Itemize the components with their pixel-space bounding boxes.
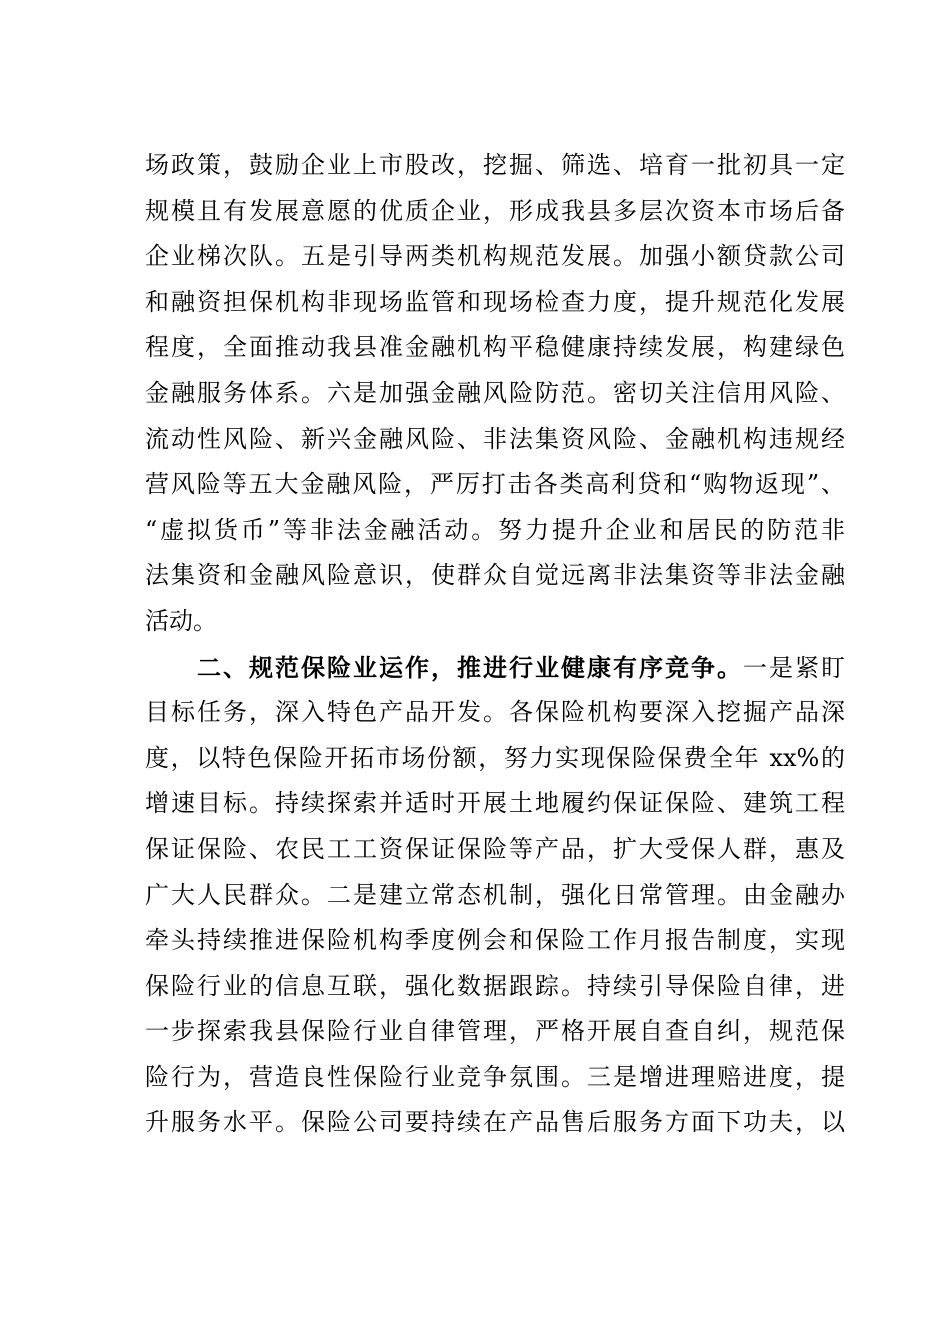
paragraph-1-line: 规模且有发展意愿的优质企业，形成我县多层次资本市场后备 [145,196,845,225]
paragraph-1-line: 程度，全面推动我县准金融机构平稳健康持续发展，构建绿色 [145,333,845,362]
paragraph-2-line: 保险行业的信息互联，强化数据跟踪。持续引导保险自律，进 [145,971,845,1000]
paragraph-1-line: 流动性风险、新兴金融风险、非法集资风险、金融机构违规经 [145,424,845,453]
paragraph-1-line: 活动。 [145,606,217,635]
paragraph-2-line: 牵头持续推进保险机构季度例会和保险工作月报告制度，实现 [145,926,845,955]
paragraph-2-first-line-rest: 一是紧盯 [743,653,845,682]
paragraph-2-line: 升服务水平。保险公司要持续在产品售后服务方面下功夫，以 [145,1108,845,1137]
paragraph-1-line: “虚拟货币”等非法金融活动。努力提升企业和居民的防范非 [145,515,845,544]
paragraph-1-line: 金融服务体系。六是加强金融风险防范。密切关注信用风险、 [145,378,845,407]
paragraph-2-first-line [145,645,845,691]
paragraph-1-line: 企业梯次队。五是引导两类机构规范发展。加强小额贷款公司 [145,242,845,271]
document-body [145,143,845,1146]
paragraph-1-line: 和融资担保机构非现场监管和现场检查力度，提升规范化发展 [145,287,845,316]
paragraph-1-line: 法集资和金融风险意识，使群众自觉远离非法集资等非法金融 [145,561,845,590]
paragraph-2-line: 目标任务，深入特色产品开发。各保险机构要深入挖掘产品深 [145,698,845,727]
paragraph-1-line: 场政策，鼓励企业上市股改，挖掘、筛选、培育一批初具一定 [145,151,845,179]
paragraph-2-line: 险行为，营造良性保险行业竞争氛围。三是增进理赔进度，提 [145,1062,845,1091]
paragraph-2-line: 保证保险、农民工工资保证保险等产品，扩大受保人群，惠及 [145,834,845,863]
paragraph-2-line: 度，以特色保险开拓市场份额，努力实现保险保费全年 xx%的 [145,743,845,772]
paragraph-2-line: 广大人民群众。二是建立常态机制，强化日常管理。由金融办 [145,880,845,909]
paragraph-2-line: 一步探索我县保险行业自律管理，严格开展自查自纠，规范保 [145,1017,845,1046]
paragraph-2-line: 增速目标。持续探索并适时开展土地履约保证保险、建筑工程 [145,789,845,818]
section-heading: 二、规范保险业运作，推进行业健康有序竞争。 [197,652,743,682]
paragraph-1-line: 营风险等五大金融风险，严厉打击各类高利贷和“购物返现”、 [145,470,845,499]
